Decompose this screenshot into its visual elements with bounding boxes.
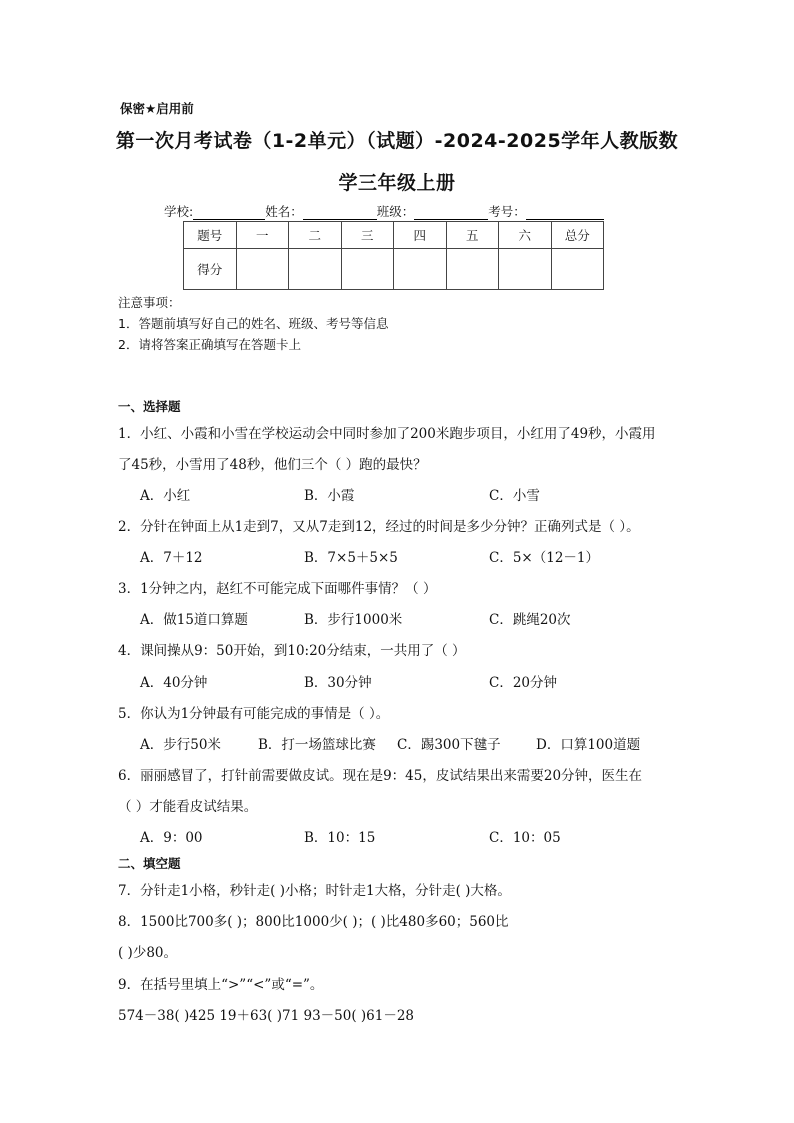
question-8-line1: 8．1500比700多( )；800比1000少( )；( )比480多60；560比 <box>118 914 509 930</box>
question-3-option-c[interactable]: C．跳绳20次 <box>489 612 571 628</box>
score-table-header: 一 <box>236 222 289 249</box>
score-table-header: 题号 <box>184 222 237 249</box>
question-1-option-a[interactable]: A．小红 <box>140 488 191 504</box>
question-5-option-d[interactable]: D．口算100道题 <box>536 737 641 753</box>
name-label: 姓名： <box>265 204 303 219</box>
score-cell[interactable] <box>446 249 499 290</box>
question-6-option-c[interactable]: C．10：05 <box>489 830 561 846</box>
score-table-header: 二 <box>289 222 342 249</box>
name-blank[interactable] <box>303 206 377 220</box>
score-cell[interactable] <box>499 249 552 290</box>
student-info-line <box>164 202 604 220</box>
exam-title-line1: 第一次月考试卷（1-2单元）（试题）-2024-2025学年人教版数 <box>115 130 679 152</box>
notice-item: 1．答题前填写好自己的姓名、班级、考号等信息 <box>118 316 389 331</box>
question-5-option-c[interactable]: C．踢300下毽子 <box>397 737 501 753</box>
score-cell[interactable] <box>394 249 447 290</box>
section-title-fill-blank: 二、填空题 <box>118 856 181 871</box>
question-1-option-c[interactable]: C．小雪 <box>489 488 540 504</box>
question-5-option-a[interactable]: A．步行50米 <box>140 737 221 753</box>
score-table-header: 四 <box>394 222 447 249</box>
question-6-line1: 6．丽丽感冒了，打针前需要做皮试。现在是9：45，皮试结果出来需要20分钟，医生在 <box>118 768 643 784</box>
question-4-line1: 4．课间操从9：50开始，到10:20分结束，一共用了（ ） <box>118 643 466 659</box>
class-label: 班级： <box>376 204 415 219</box>
question-4-option-a[interactable]: A．40分钟 <box>140 675 208 691</box>
school-blank[interactable] <box>193 206 265 220</box>
score-cell[interactable] <box>551 249 604 290</box>
question-5-option-b[interactable]: B．打一场篮球比赛 <box>258 737 376 753</box>
score-table-score-row <box>184 249 604 290</box>
question-3-option-b[interactable]: B．步行1000米 <box>304 612 403 628</box>
question-4-option-c[interactable]: C．20分钟 <box>489 675 558 691</box>
score-table-header-row <box>184 222 604 249</box>
score-row-label: 得分 <box>184 249 237 290</box>
question-1-line1: 1．小红、小霞和小雪在学校运动会中同时参加了200米跑步项目，小红用了49秒，小霞用 <box>118 426 656 442</box>
score-cell[interactable] <box>236 249 289 290</box>
notice-item: 2．请将答案正确填写在答题卡上 <box>118 337 301 352</box>
score-table-header: 五 <box>446 222 499 249</box>
section-title-choice: 一、选择题 <box>118 399 181 414</box>
question-5-line1: 5．你认为1分钟最有可能完成的事情是（ ）。 <box>118 706 390 722</box>
question-2-option-a[interactable]: A．7＋12 <box>140 550 203 566</box>
score-table-header: 总分 <box>551 222 604 249</box>
question-6-line2: （ ）才能看皮试结果。 <box>118 799 258 815</box>
question-1-option-b[interactable]: B．小霞 <box>304 488 355 504</box>
question-6-option-a[interactable]: A．9：00 <box>140 830 203 846</box>
question-4-option-b[interactable]: B．30分钟 <box>304 675 372 691</box>
exam-title-line2: 学三年级上册 <box>338 172 456 194</box>
question-1-line2: 了45秒，小雪用了48秒，他们三个（ ）跑的最快？ <box>118 457 427 473</box>
score-table <box>183 221 604 290</box>
question-3-line1: 3．1分钟之内，赵红不可能完成下面哪件事情？（ ） <box>118 581 437 597</box>
score-cell[interactable] <box>289 249 342 290</box>
question-8-line2: ( )少80。 <box>118 945 178 961</box>
question-2-line1: 2．分针在钟面上从1走到7，又从7走到12，经过的时间是多少分钟？正确列式是（ ）。 <box>118 519 640 535</box>
score-cell[interactable] <box>341 249 394 290</box>
question-9-line1: 9．在括号里填上“>”“<”或“=”。 <box>118 977 324 993</box>
notice-title: 注意事项： <box>118 295 181 310</box>
question-6-option-b[interactable]: B．10：15 <box>304 830 376 846</box>
exam-number-blank[interactable] <box>526 206 604 220</box>
class-blank[interactable] <box>414 206 488 220</box>
question-2-option-b[interactable]: B．7×5＋5×5 <box>304 550 398 566</box>
question-3-option-a[interactable]: A．做15道口算题 <box>140 612 248 628</box>
confidential-label: 保密★启用前 <box>120 101 194 116</box>
question-7-line1: 7．分针走1小格，秒针走( )小格；时针走1大格，分针走( )大格。 <box>118 883 511 899</box>
score-table-header: 三 <box>341 222 394 249</box>
school-label: 学校: <box>164 204 194 219</box>
exam-number-label: 考号： <box>488 204 526 219</box>
question-2-option-c[interactable]: C．5×（12－1） <box>489 550 599 566</box>
question-9-line2: 574－38( )425 19＋63( )71 93－50( )61－28 <box>118 1008 415 1024</box>
score-table-header: 六 <box>499 222 552 249</box>
